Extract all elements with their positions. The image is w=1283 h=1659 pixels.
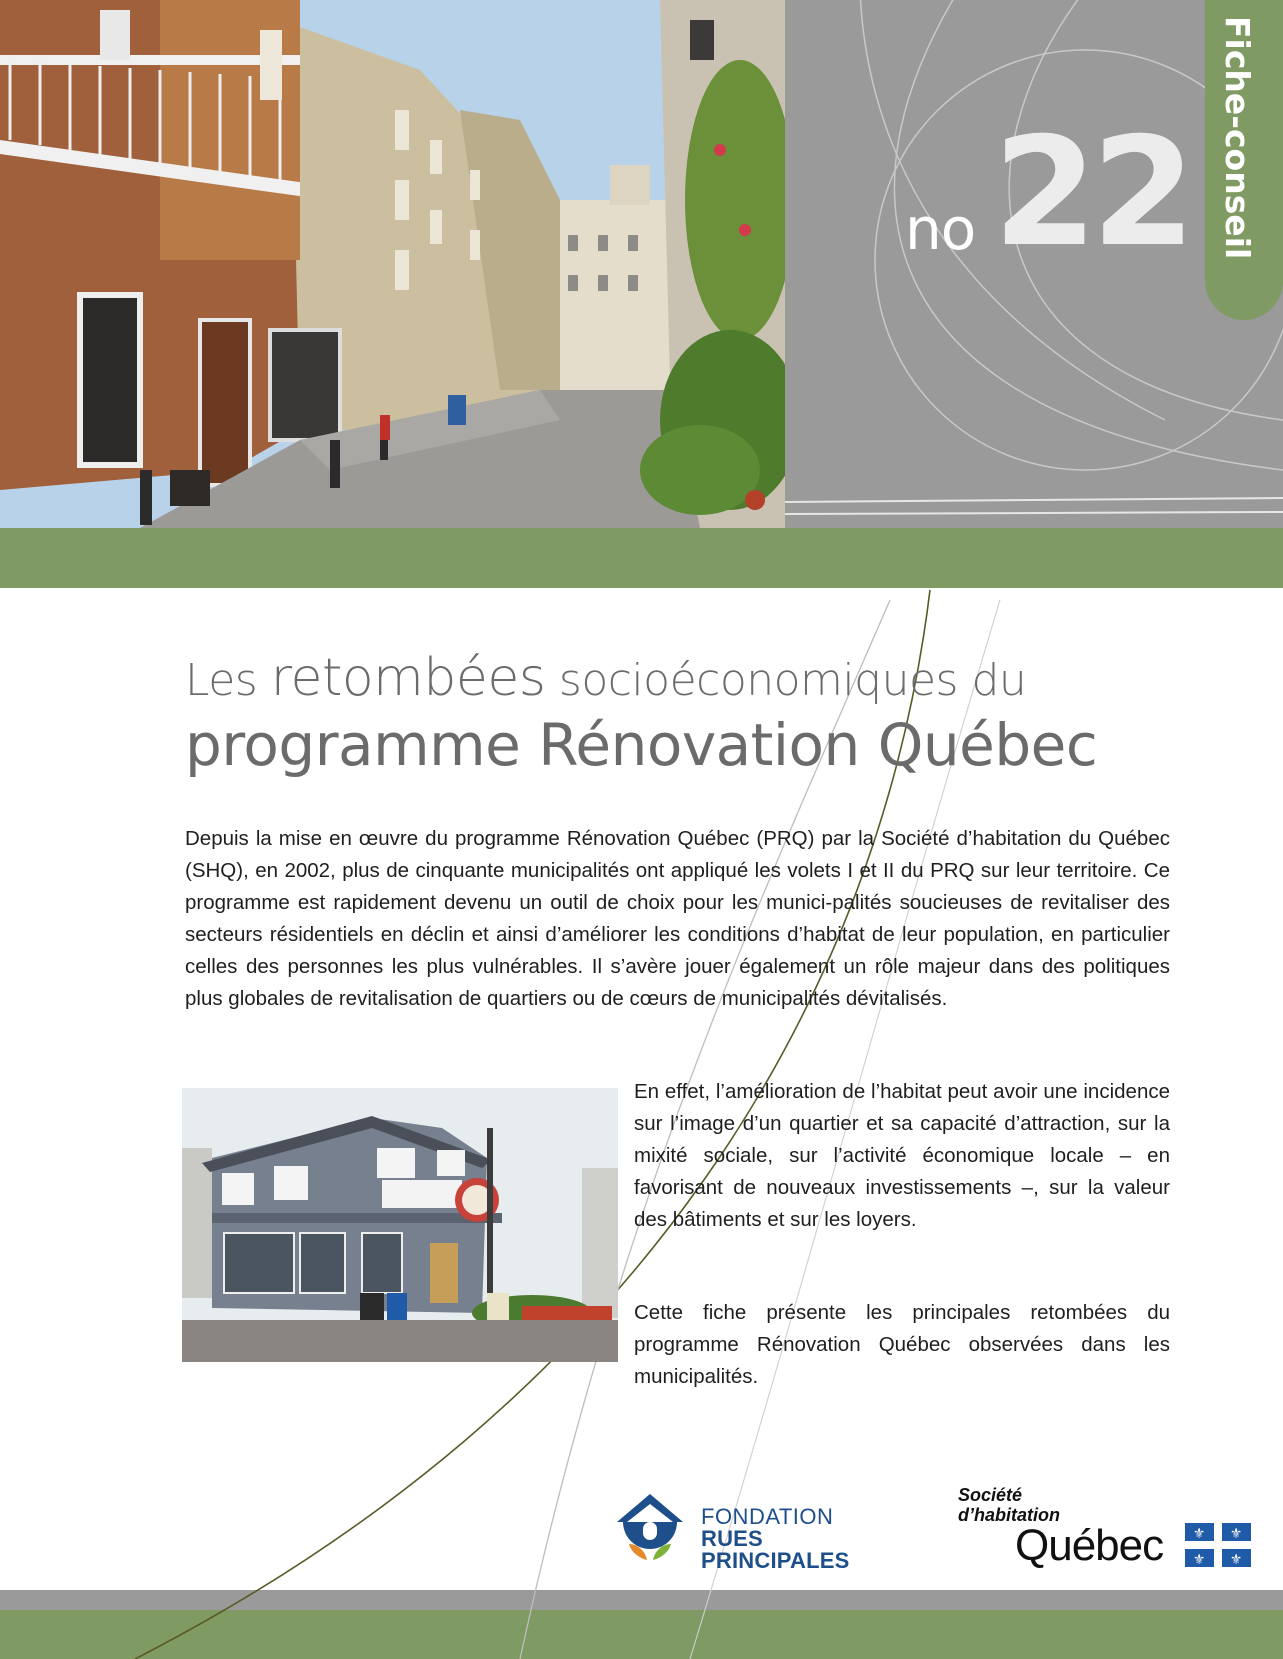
intro-paragraph: Depuis la mise en œuvre du programme Rénovation Québec (PRQ) par la Société d’habitation du Québec (SHQ), en 2002, plus de cinquante municipalités ont appliqué les volets I et II du PRQ sur leur territoire. Ce programme est rapidement devenu un outil de choix pour les munici-palités soucieuses de revitaliser des secteurs résidentiels en déclin et ainsi d’améliorer les conditions d’habitat de leur population, en particulier celles des personnes les plus vulnérables. Il s’avère jouer également un rôle majeur dans des politiques plus globales de revitalisation de quartiers ou de cœurs de municipalités dévitalisés. (185, 827, 1170, 1010)
street-photo (0, 0, 785, 528)
tab-label: Fiche-conseil (1218, 16, 1257, 260)
frp-house-icon (615, 1492, 685, 1562)
green-band-top (0, 528, 1283, 588)
shq-name-line1: Société (958, 1485, 1023, 1505)
fiche-conseil-tab (1205, 0, 1283, 320)
effects-paragraph: En effet, l’amélioration de l’habitat peut avoir une incidence sur l’image d’un quartier et sa capacité d’attraction, sur la mixité sociale, sur l’activité économique locale – en favorisant de nouveaux investissements –, sur la valeur des bâtiments et sur les loyers. (634, 1080, 1170, 1231)
green-band-bottom (0, 1610, 1283, 1659)
document-title (185, 650, 1185, 781)
house-photo (182, 1088, 618, 1362)
svg-text:⚜: ⚜ (1192, 1552, 1206, 1567)
header-panel (785, 0, 1283, 528)
fondation-rues-principales-logo (613, 1490, 913, 1573)
summary-paragraph: Cette fiche présente les principales retombées du programme Rénovation Québec observées dans les municipalités. (634, 1301, 1170, 1388)
svg-text:⚜: ⚜ (1192, 1526, 1206, 1542)
title-word-socio: socioéconomiques du (545, 655, 1027, 706)
svg-text:⚜: ⚜ (1229, 1526, 1243, 1542)
grey-band-bottom (0, 1590, 1283, 1610)
shq-name-line2: d’habitation (958, 1505, 1060, 1525)
title-line-2: programme Rénovation Québec (185, 711, 1098, 779)
issue-number: 22 (993, 106, 1190, 280)
title-word-les: Les (185, 655, 271, 706)
title-word-retombees: retombées (270, 648, 546, 708)
shq-quebec-wordmark: Québec (1015, 1521, 1164, 1570)
frp-name-line1: FONDATION (701, 1504, 834, 1529)
shq-logo (955, 1485, 1255, 1575)
svg-text:⚜: ⚜ (1229, 1552, 1243, 1567)
frp-name-line2: RUES PRINCIPALES (701, 1526, 850, 1573)
title-line-1 (185, 650, 1185, 709)
quebec-flag-icon (1185, 1523, 1251, 1567)
issue-prefix: no (905, 195, 976, 263)
